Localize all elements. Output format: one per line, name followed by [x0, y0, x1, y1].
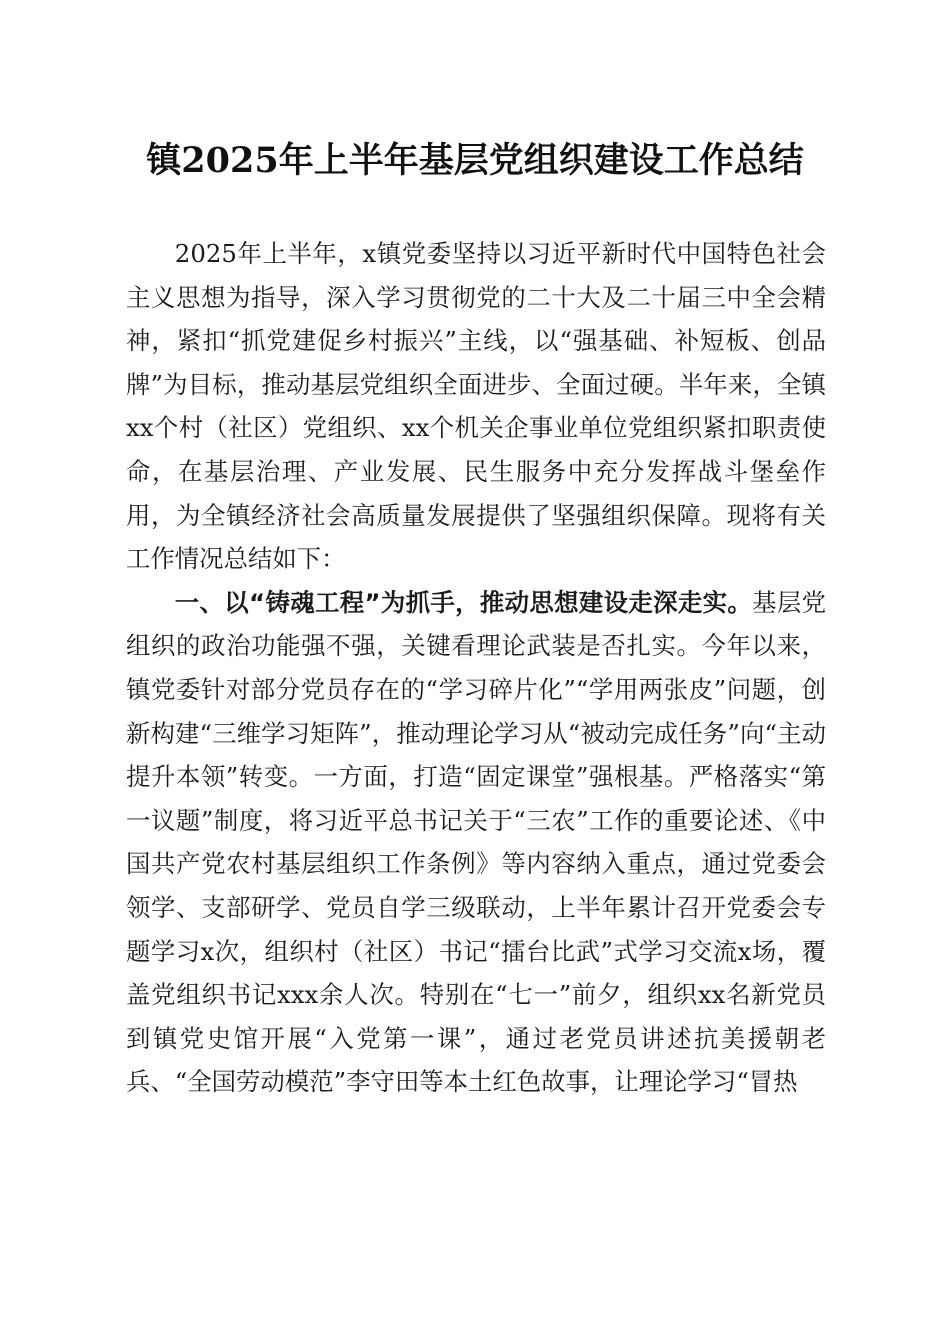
- document-body: [126, 232, 826, 1104]
- paragraph-intro: [126, 232, 826, 581]
- section-1-heading: 一、以“铸魂工程”为抓手，推动思想建设走深走实。: [174, 587, 753, 617]
- paragraph-section-1: [126, 581, 826, 1104]
- document-title: 镇2025年上半年基层党组织建设工作总结: [146, 140, 804, 181]
- section-1-text: 基层党组织的政治功能强不强，关键看理论武装是否扎实。今年以来，镇党委针对部分党员存在的“学习碎片化”“学用两张皮”问题，创新构建“三维学习矩阵”，推动理论学习从“被动完成任务”向“主动提升本领”转变。一方面，打造“固定课堂”强根基。严格落实“第一议题”制度，将习近平总书记关于“三农”工作的重要论述、《中国共产党农村基层组织工作条例》等内容纳入重点，通过党委会领学、支部研学、党员自学三级联动，上半年累计召开党委会专题学习x次，组织村（社区）书记“擂台比武”式学习交流x场，覆盖党组织书记xxx余人次。特别在“七一”前夕，组织xx名新党员到镇党史馆开展“入党第一课”，通过老党员讲述抗美援朝老兵、“全国劳动模范”李守田等本土红色故事，让理论学习“冒热: [126, 587, 826, 1097]
- paragraph-intro-text: 2025年上半年，x镇党委坚持以习近平新时代中国特色社会主义思想为指导，深入学习贯彻党的二十大及二十届三中全会精神，紧扣“抓党建促乡村振兴”主线，以“强基础、补短板、创品牌”为目标，推动基层党组织全面进步、全面过硬。半年来，全镇xx个村（社区）党组织、xx个机关企事业单位党组织紧扣职责使命，在基层治理、产业发展、民生服务中充分发挥战斗堡垒作用，为全镇经济社会高质量发展提供了坚强组织保障。现将有关工作情况总结如下：: [126, 239, 826, 574]
